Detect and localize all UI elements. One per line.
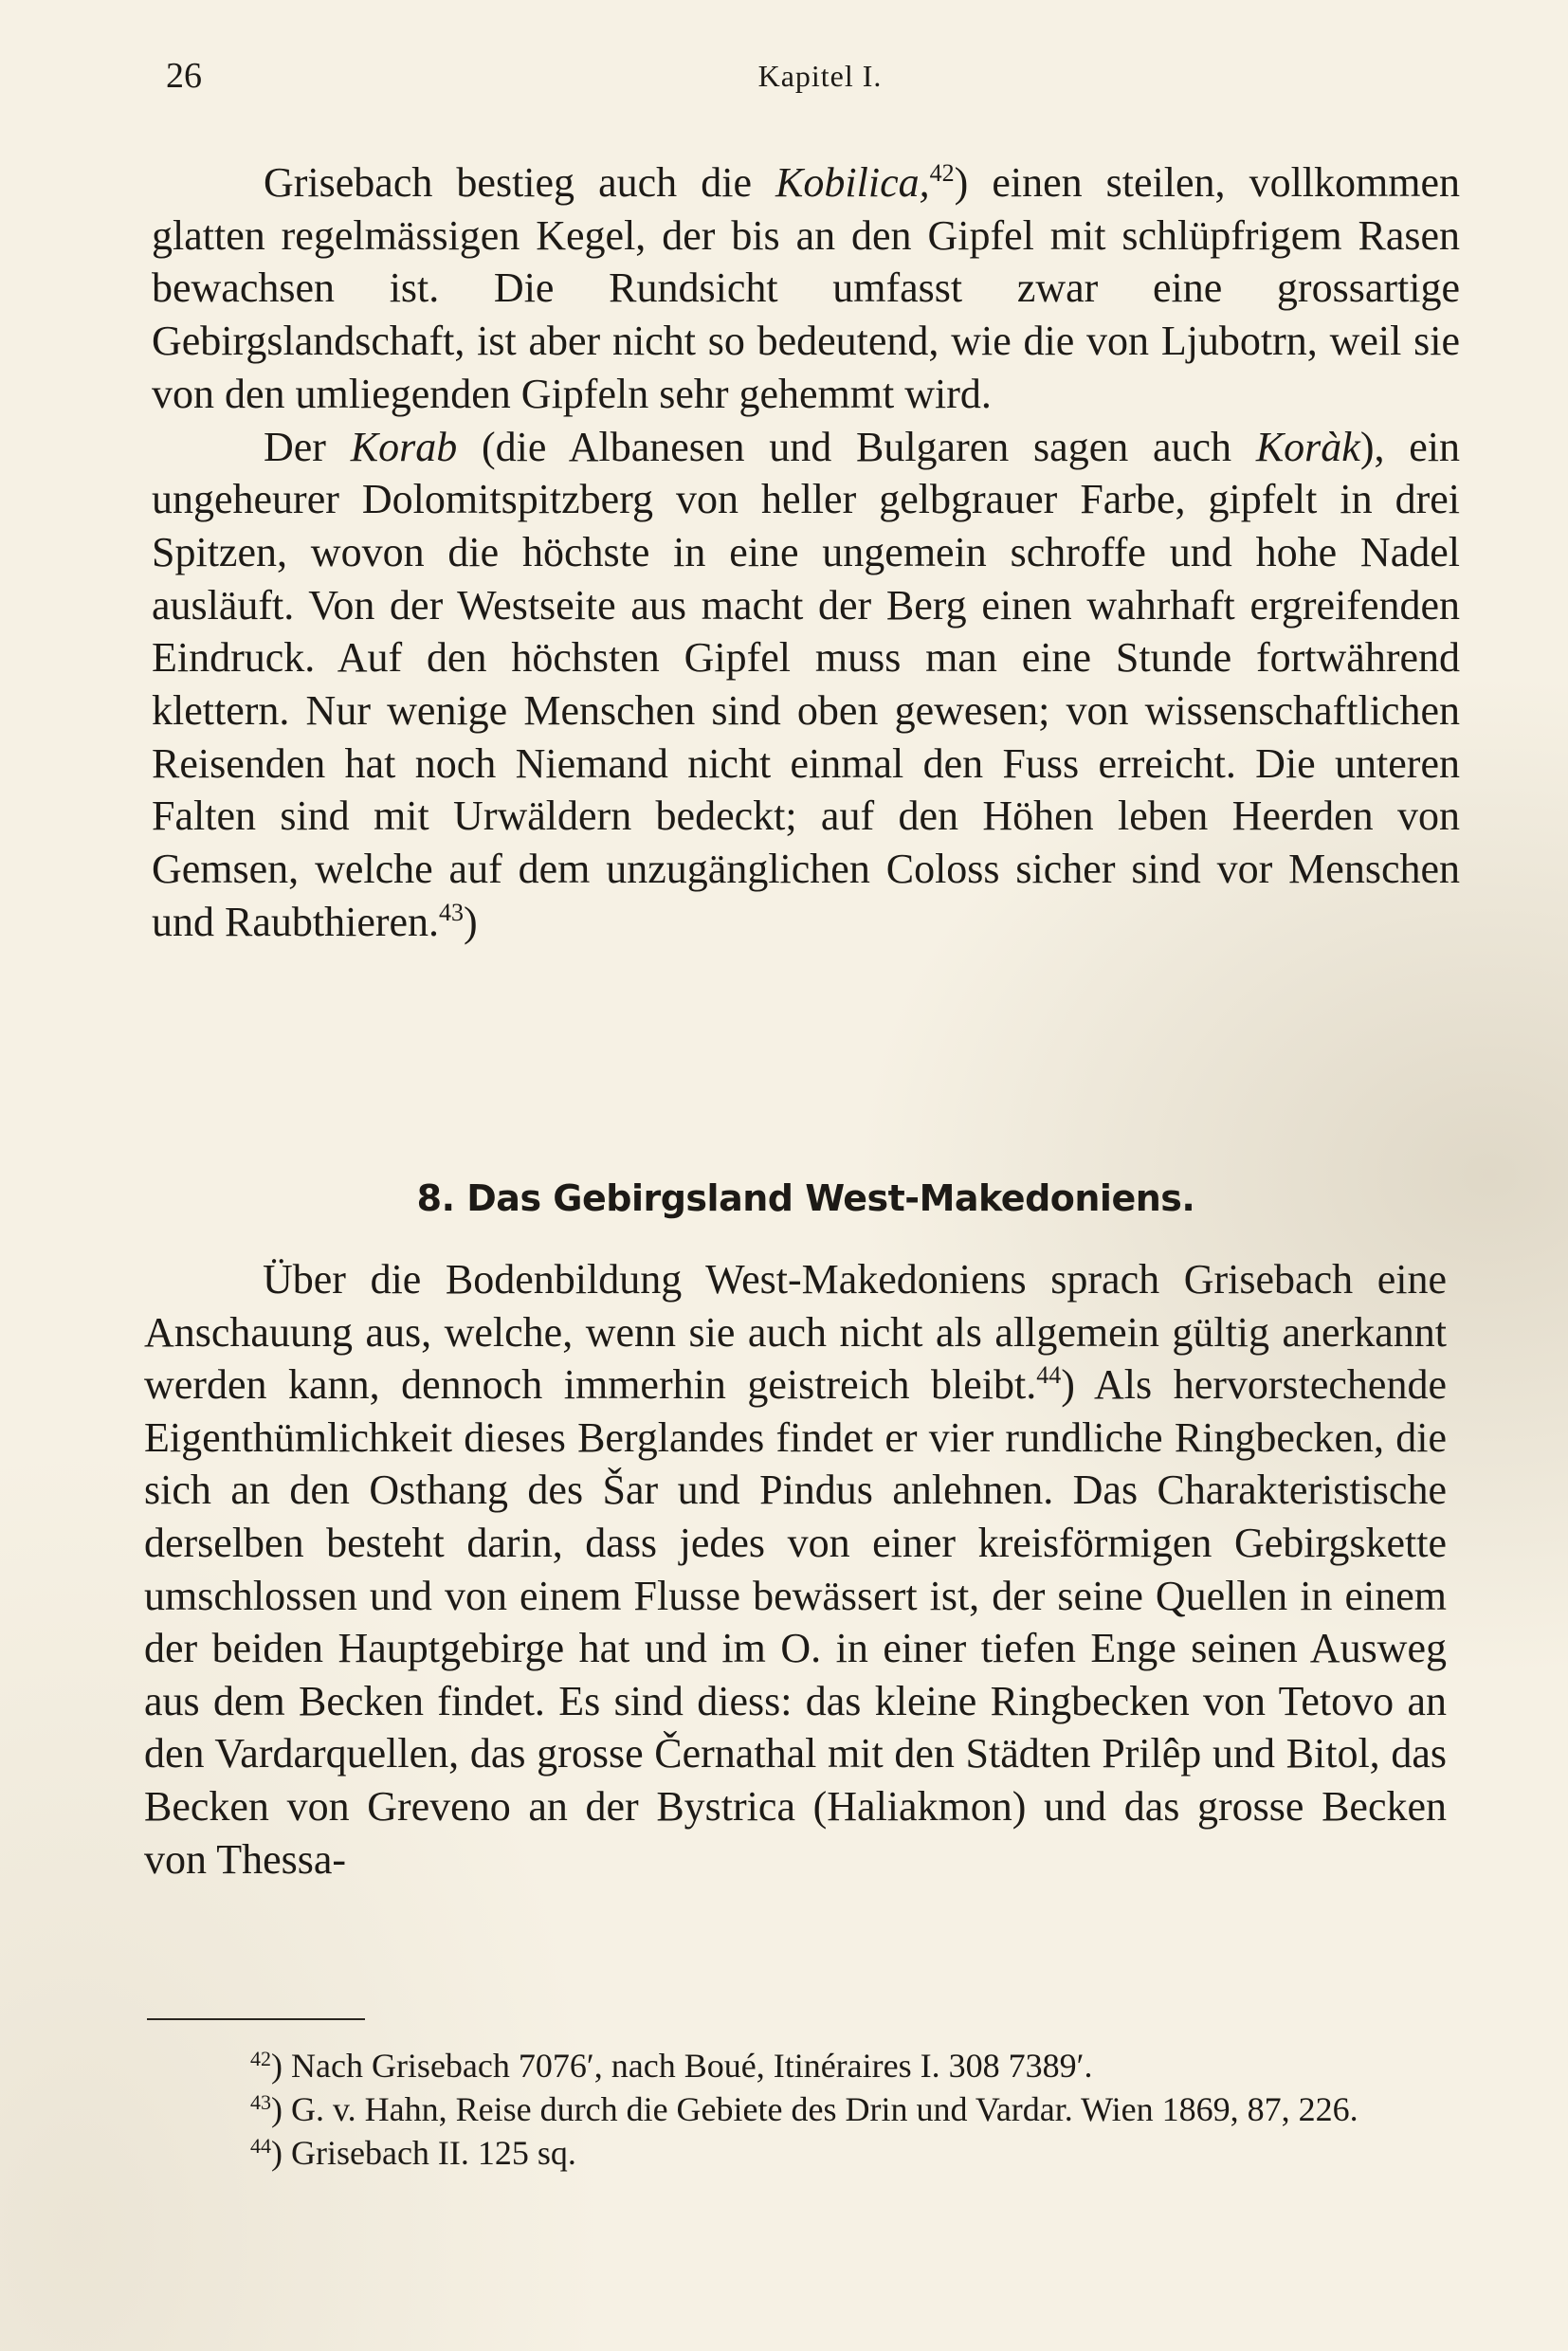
footnote-ref: 44 — [1036, 1361, 1062, 1390]
footnote-ref: 42 — [929, 159, 955, 187]
paragraph-korab — [152, 421, 1460, 949]
footnote-mark: 43 — [250, 2090, 271, 2114]
running-title: Kapitel I. — [757, 59, 883, 93]
text-run: (die Albanesen und Bulgaren sagen auch — [457, 423, 1256, 470]
italic-place-name: Koràk — [1255, 423, 1360, 470]
body-text-section — [144, 1253, 1447, 1886]
footnote-text: ) Grisebach II. 125 sq. — [271, 2134, 576, 2172]
page-header — [166, 55, 1465, 108]
body-text-top — [152, 156, 1460, 949]
text-run: ) einen steilen, vollkommen glatten regelmässigen Kegel, der bis an den Gipfel mit schlüpfrigem Rasen bewachsen ist. Die Rundsicht umfasst zwar eine grossartige Gebirgslandschaft, ist aber nicht so bedeutend, wie die von Ljubotrn, weil sie von den umliegenden Gipfeln sehr gehemmt wird. — [152, 159, 1461, 417]
italic-place-name: Korab — [350, 423, 458, 470]
footnote-text: ) Nach Grisebach 7076′, nach Boué, Itinéraires I. 308 7389′. — [271, 2047, 1093, 2085]
italic-place-name: Kobilica, — [775, 159, 930, 206]
footnote-mark: 44 — [250, 2134, 271, 2158]
footnote — [144, 2087, 1445, 2131]
footnote-mark: 42 — [250, 2047, 271, 2070]
page-number: 26 — [166, 56, 202, 96]
text-run: ) — [464, 898, 478, 945]
footnote — [144, 2131, 1445, 2175]
text-run: Grisebach bestieg auch die — [264, 159, 776, 206]
text-run: Über die Bodenbildung West-Makedoniens sprach Grisebach eine Anschauung aus, welche, wenn sie auch nicht als allgemein gültig anerkannt werden kann, dennoch immerhin geistreich bleibt. — [144, 1256, 1447, 1409]
footnote — [144, 2044, 1445, 2087]
footnote-text: ) G. v. Hahn, Reise durch die Gebiete des Drin und Vardar. Wien 1869, 87, 226. — [271, 2090, 1358, 2128]
footnotes — [144, 2044, 1445, 2175]
text-run: ) Als hervorstechende Eigenthümlichkeit dieses Berglandes findet er vier rundliche Ringbecken, die sich an den Osthang des Šar und Pindus anlehnen. Das Charakteristische derselben besteht darin, dass jedes von einer kreisförmigen Gebirgskette umschlossen und von einem Flusse bewässert ist, der seine Quellen in einem der beiden Hauptgebirge hat und im O. in einer tiefen Enge seinen Ausweg aus dem Becken findet. Es sind diess: das kleine Ringbecken von Tetovo an den Vardarquellen, das grosse Černathal mit den Städten Prilêp und Bitol, das Becken von Greveno an der Bystrica (Haliakmon) und das grosse Becken von Thessa- — [144, 1361, 1447, 1883]
footnote-ref: 43 — [439, 898, 465, 926]
section-heading: 8. Das Gebirgsland West-Makedoniens. — [416, 1177, 1195, 1219]
text-run: Der — [264, 423, 351, 470]
footnote-divider — [147, 2018, 365, 2020]
paragraph-bodenbildung — [144, 1253, 1447, 1886]
text-run: ), ein ungeheurer Dolomitspitzberg von heller gelbgrauer Farbe, gipfelt in drei Spitzen, wovon die höchste in eine ungemein schroffe und hohe Nadel ausläuft. Von der Westseite aus macht der Berg einen wahrhaft ergreifenden Eindruck. Auf den höchsten Gipfel muss man eine Stunde fortwährend klettern. Nur wenige Menschen sind oben gewesen; von wissenschaftlichen Reisenden hat noch Niemand nicht einmal den Fuss erreicht. Die unteren Falten sind mit Urwäldern bedeckt; auf den Höhen leben Heerden von Gemsen, welche auf dem unzugänglichen Coloss sicher sind vor Menschen und Raubthieren. — [152, 423, 1461, 945]
paragraph-kobilica — [152, 156, 1460, 421]
